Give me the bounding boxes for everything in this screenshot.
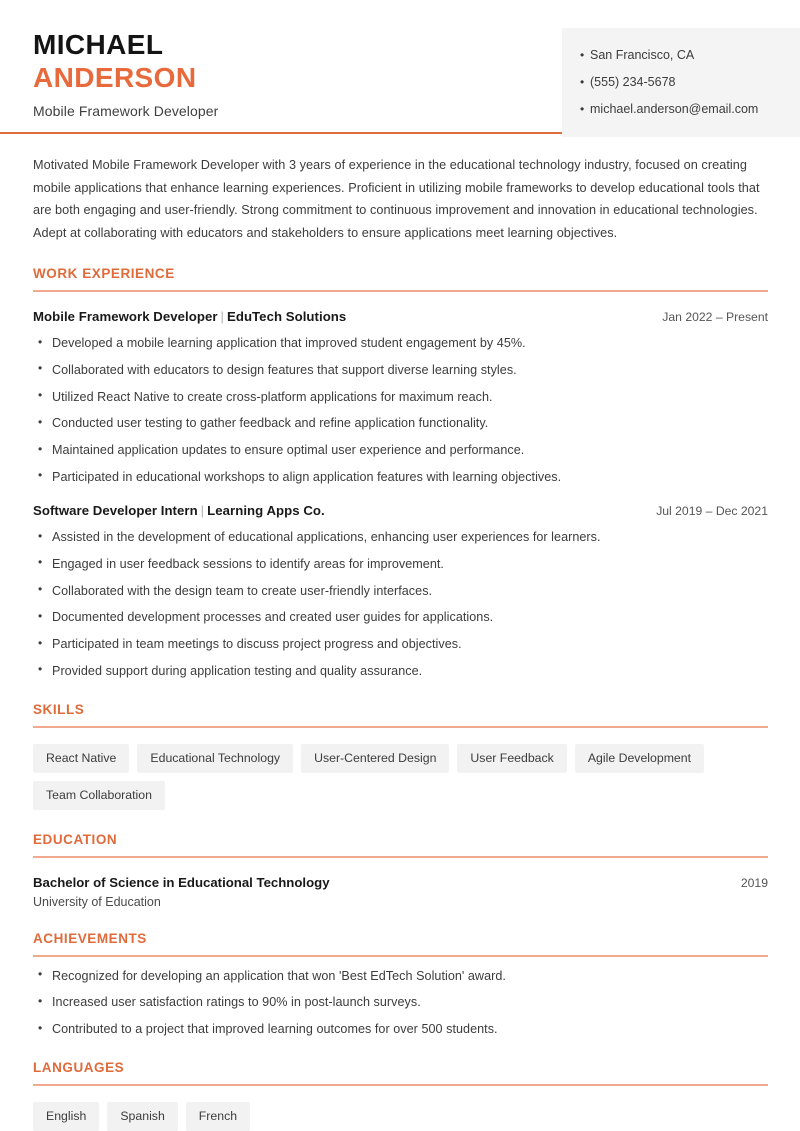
achievement-bullet: • Recognized for developing an application that won 'Best EdTech Solution' award.	[33, 967, 768, 985]
contact-phone-value: (555) 234-5678	[590, 74, 676, 89]
experience-role-company	[33, 503, 325, 518]
experience-bullet: • Participated in team meetings to discuss project progress and objectives.	[33, 635, 768, 653]
experience-bullet: • Utilized React Native to create cross-platform applications for maximum reach.	[33, 388, 768, 406]
identity-block	[0, 24, 218, 119]
skill-chip: Educational Technology	[137, 744, 293, 773]
section-languages	[33, 1060, 768, 1131]
contact-item-phone[interactable]	[580, 69, 786, 96]
bullet-icon: •	[580, 74, 585, 89]
contact-info-box	[562, 28, 800, 137]
first-name: MICHAEL	[33, 29, 164, 60]
experience-bullet: • Assisted in the development of educational applications, enhancing user experiences for learners.	[33, 528, 768, 546]
section-achievements	[33, 931, 768, 1038]
experience-bullet: • Provided support during application testing and quality assurance.	[33, 662, 768, 680]
skill-chip: Team Collaboration	[33, 781, 165, 810]
contact-item-email[interactable]	[580, 96, 786, 123]
experience-bullet: • Participated in educational workshops to align application features with learning objectives.	[33, 468, 768, 486]
section-education	[33, 832, 768, 909]
experience-date-range: Jan 2022 – Present	[662, 310, 768, 325]
contact-item-location	[580, 42, 786, 69]
language-chip: Spanish	[107, 1102, 177, 1131]
skill-chip: User-Centered Design	[301, 744, 449, 773]
education-institution: University of Education	[33, 894, 161, 909]
section-title-work-experience: WORK EXPERIENCE	[33, 266, 175, 282]
language-chip: French	[186, 1102, 250, 1131]
experience-bullet: • Collaborated with the design team to create user-friendly interfaces.	[33, 582, 768, 600]
section-title-skills: SKILLS	[33, 702, 85, 718]
language-chip: English	[33, 1102, 99, 1131]
section-title-education: EDUCATION	[33, 832, 118, 848]
section-divider	[33, 290, 768, 292]
experience-role-company	[33, 309, 346, 324]
section-title-achievements: ACHIEVEMENTS	[33, 930, 147, 946]
section-work-experience	[33, 266, 768, 680]
achievements-bullet-list	[33, 967, 768, 1039]
experience-bullet: • Maintained application updates to ensure optimal user experience and performance.	[33, 441, 768, 459]
contact-email-value: michael.anderson@email.com	[590, 101, 759, 116]
section-divider	[33, 726, 768, 728]
role-company-separator: |	[200, 503, 205, 519]
skill-chip: User Feedback	[457, 744, 566, 773]
education-degree: Bachelor of Science in Educational Technology	[33, 874, 330, 890]
resume-header	[0, 0, 800, 132]
experience-bullet: • Engaged in user feedback sessions to identify areas for improvement.	[33, 555, 768, 573]
education-entry	[33, 875, 768, 909]
experience-company: Learning Apps Co.	[207, 503, 325, 519]
experience-bullet-list	[33, 528, 768, 680]
experience-bullet: • Conducted user testing to gather feedback and refine application functionality.	[33, 414, 768, 432]
professional-title: Mobile Framework Developer	[33, 103, 219, 120]
bullet-icon: •	[580, 48, 585, 62]
skills-chip-list	[33, 744, 768, 811]
experience-entry	[33, 309, 768, 486]
experience-entry-header	[33, 309, 768, 324]
experience-role: Mobile Framework Developer	[33, 309, 218, 325]
bullet-icon: •	[580, 101, 585, 116]
experience-date-range: Jul 2019 – Dec 2021	[656, 504, 768, 519]
section-divider	[33, 856, 768, 858]
section-title-languages: LANGUAGES	[33, 1060, 125, 1076]
experience-bullet: • Collaborated with educators to design features that support diverse learning styles.	[33, 361, 768, 379]
experience-entry	[33, 503, 768, 680]
contact-location-value: San Francisco, CA	[590, 48, 695, 62]
skill-chip: Agile Development	[575, 744, 704, 773]
role-company-separator: |	[220, 309, 224, 325]
experience-entry-header	[33, 503, 768, 518]
experience-role: Software Developer Intern	[33, 503, 198, 519]
experience-bullet: • Documented development processes and created user guides for applications.	[33, 608, 768, 626]
last-name: ANDERSON	[33, 62, 197, 94]
education-entry-header	[33, 875, 768, 890]
achievement-bullet: • Contributed to a project that improved learning outcomes for over 500 students.	[33, 1020, 768, 1038]
experience-bullet: • Developed a mobile learning application that improved student engagement by 45%.	[33, 334, 768, 352]
experience-bullet-list	[33, 334, 768, 486]
section-divider	[33, 1084, 768, 1086]
skill-chip: React Native	[33, 744, 129, 773]
languages-chip-list	[33, 1102, 768, 1131]
resume-body	[0, 154, 800, 1131]
experience-company: EduTech Solutions	[227, 309, 347, 325]
section-skills	[33, 702, 768, 810]
section-divider	[33, 955, 768, 957]
professional-summary: Motivated Mobile Framework Developer with 3 years of experience in the educational technology industry, focused on creating mobile applications that enhance learning experiences. Proficient in utilizing mobile frameworks to develop educational tools that are both engaging and user-friendly. Strong commitment to continuous improvement and innovation in educational technologies. Adept at collaborating with educators and stakeholders to ensure applications meet learning objectives.	[33, 158, 760, 240]
achievement-bullet: • Increased user satisfaction ratings to 90% in post-launch surveys.	[33, 993, 768, 1011]
education-year: 2019	[740, 875, 768, 890]
